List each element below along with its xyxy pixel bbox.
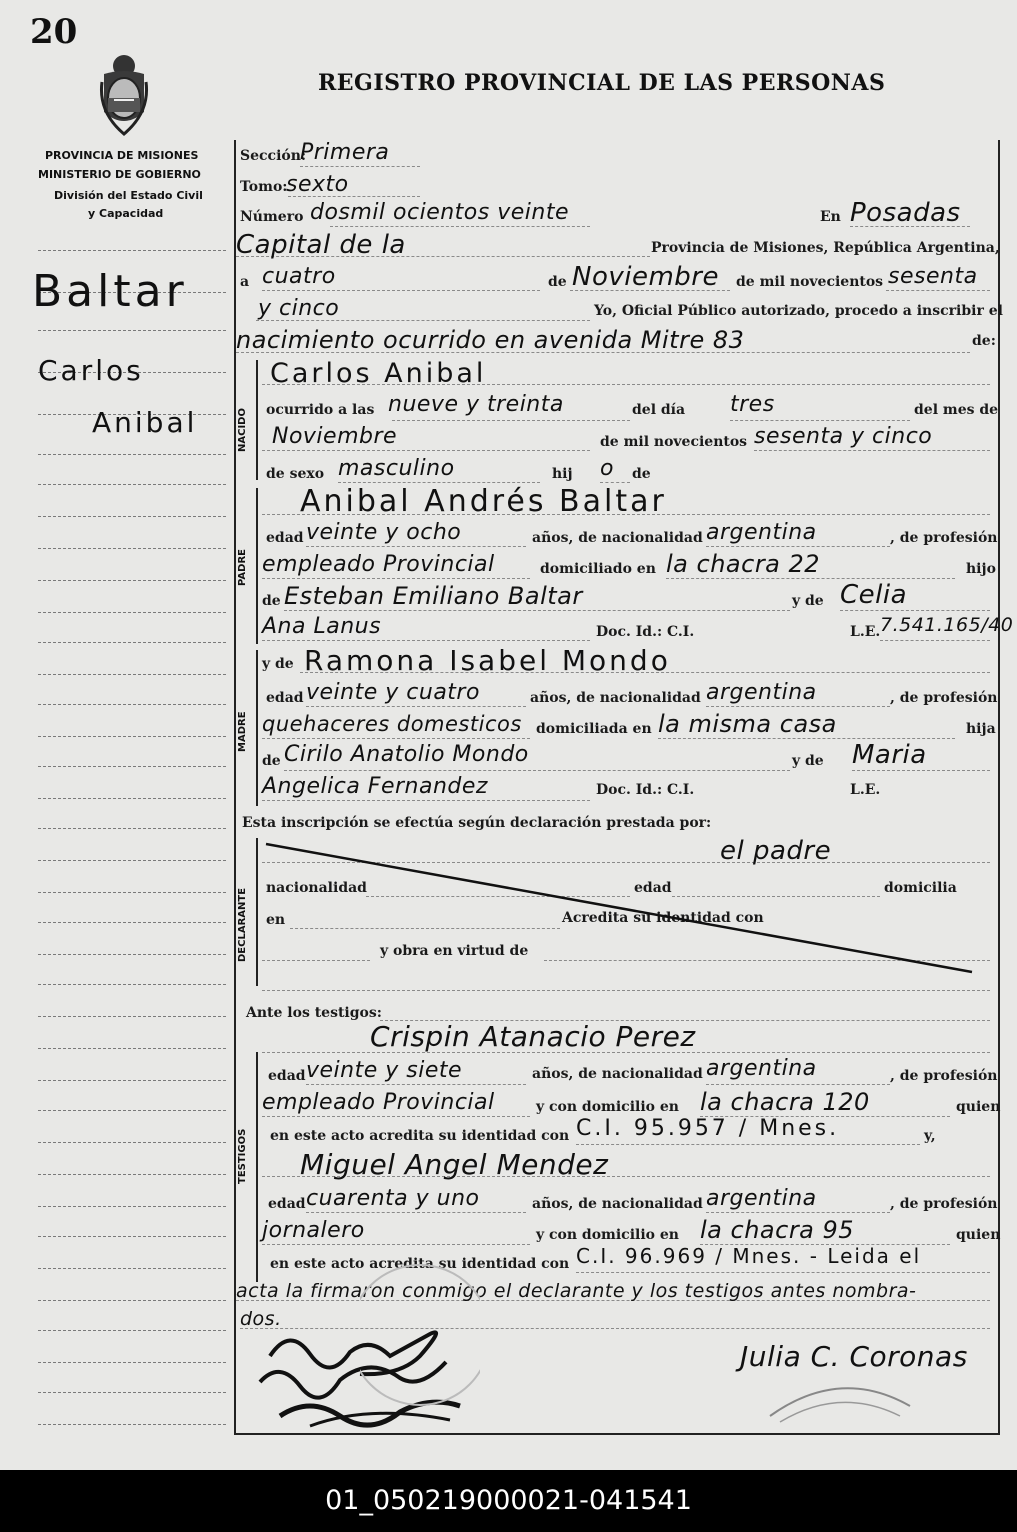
nacido-dia-label: del día bbox=[632, 402, 686, 418]
fecha-anio-cont: y cinco bbox=[258, 296, 340, 321]
testigos-bracket bbox=[256, 1052, 258, 1282]
capital-value: Capital de la bbox=[236, 230, 406, 260]
declarante-edad-label: edad bbox=[634, 880, 672, 896]
madre-nombre: Ramona Isabel Mondo bbox=[304, 644, 671, 677]
margin-rule-line bbox=[38, 1080, 226, 1081]
testigo1-nombre: Crispin Atanacio Perez bbox=[370, 1020, 696, 1053]
testigo1-quien-label: quien bbox=[956, 1099, 1001, 1115]
form-rule-line bbox=[338, 482, 540, 483]
testigo1-documento: C.I. 95.957 / Mnes. bbox=[576, 1116, 840, 1141]
margin-rule-line bbox=[38, 860, 226, 861]
margin-rule-line bbox=[38, 548, 226, 549]
madre-padre-nombre: Cirilo Anatolio Mondo bbox=[284, 742, 529, 767]
official-stamp bbox=[760, 1376, 920, 1426]
margin-rule-line bbox=[38, 1268, 226, 1269]
padre-prof-label: , de profesión bbox=[890, 530, 998, 546]
declarante-intro: Esta inscripción se efectúa según declaración prestada por: bbox=[242, 815, 712, 831]
testigos-intro: Ante los testigos: bbox=[246, 1005, 382, 1021]
padre-doc-label: Doc. Id.: C.I. bbox=[596, 624, 695, 640]
form-rule-line bbox=[306, 706, 526, 707]
margin-rule-line bbox=[38, 1174, 226, 1175]
padre-edad-label: edad bbox=[266, 530, 304, 546]
page-number: 20 bbox=[30, 12, 78, 52]
en-label: En bbox=[820, 209, 841, 225]
coat-of-arms-icon bbox=[96, 52, 152, 140]
form-rule-line bbox=[730, 420, 910, 421]
form-rule-line bbox=[262, 578, 530, 579]
form-rule-line bbox=[706, 706, 890, 707]
nacido-hij-label: hij bbox=[552, 466, 573, 482]
cierre-linea-1: acta la firmaron conmigo el declarante y los testigos antes nombra- bbox=[236, 1280, 917, 1302]
footer-code: 01_050219000021-041541 bbox=[0, 1470, 1017, 1532]
fecha-de-label: de bbox=[548, 274, 567, 290]
fecha-mes: Noviembre bbox=[572, 262, 719, 292]
declarante-en-label: en bbox=[266, 912, 286, 928]
madre-edad: veinte y cuatro bbox=[306, 680, 480, 705]
padre-padre-nombre: Esteban Emiliano Baltar bbox=[284, 582, 583, 610]
testigo2-profesion: jornalero bbox=[262, 1218, 365, 1243]
nacido-anio: sesenta y cinco bbox=[754, 424, 933, 449]
issuer-line-4: y Capacidad bbox=[88, 207, 164, 220]
madre-yde-label: y de bbox=[262, 656, 294, 672]
testigo2-domicilio: la chacra 95 bbox=[700, 1216, 855, 1244]
testigo2-nombre: Miguel Angel Mendez bbox=[300, 1148, 609, 1181]
padre-le-label: L.E. bbox=[850, 624, 881, 640]
testigo2-edad: cuarenta y uno bbox=[306, 1186, 480, 1211]
testigo2-prof-label: , de profesión bbox=[890, 1196, 998, 1212]
declarante-obra-label: y obra en virtud de bbox=[380, 943, 529, 959]
form-rule-line bbox=[306, 546, 526, 547]
margin-rule-line bbox=[38, 798, 226, 799]
padre-madre-nombre-1: Celia bbox=[840, 580, 908, 610]
form-rule-line bbox=[852, 770, 990, 771]
form-rule-line bbox=[392, 420, 630, 421]
margin-rule-line bbox=[38, 1362, 226, 1363]
declarante-acredita-label: Acredita su identidad con bbox=[562, 910, 764, 926]
margin-rule-line bbox=[38, 580, 226, 581]
madre-de-label: de bbox=[262, 753, 281, 769]
padre-bracket bbox=[256, 488, 258, 644]
testigo1-dom-label: y con domicilio en bbox=[536, 1099, 679, 1115]
padre-hijo-label: hijo bbox=[966, 561, 996, 577]
faint-seal bbox=[360, 1240, 480, 1430]
madre-section-label: MADRE bbox=[237, 711, 248, 752]
issuer-line-2: MINISTERIO DE GOBIERNO bbox=[38, 168, 201, 181]
form-rule-line bbox=[262, 1116, 530, 1117]
madre-dom-label: domiciliada en bbox=[536, 721, 652, 737]
nacido-hora-label: ocurrido a las bbox=[266, 402, 375, 418]
oficial-label: Yo, Oficial Público autorizado, procedo a inscribir el bbox=[594, 303, 1003, 319]
cierre-linea-2: dos. bbox=[240, 1308, 282, 1330]
margin-rule-line bbox=[38, 766, 226, 767]
testigo1-edad: veinte y siete bbox=[306, 1058, 463, 1083]
testigo1-y-label: y, bbox=[924, 1128, 936, 1144]
testigo2-nac-label: años, de nacionalidad bbox=[532, 1196, 703, 1212]
padre-edad: veinte y ocho bbox=[306, 520, 462, 545]
nacido-nombre: Carlos Anibal bbox=[270, 358, 487, 389]
nacido-hora: nueve y treinta bbox=[388, 392, 564, 417]
margin-rule-line bbox=[38, 736, 226, 737]
form-rule-line bbox=[306, 1212, 526, 1213]
madre-profesion: quehaceres domesticos bbox=[262, 712, 522, 736]
nacido-mes: Noviembre bbox=[272, 424, 398, 449]
margin-rule-line bbox=[38, 454, 226, 455]
madre-doc-label: Doc. Id.: C.I. bbox=[596, 782, 695, 798]
tomo-label: Tomo: bbox=[240, 179, 288, 195]
form-rule-line bbox=[262, 450, 590, 451]
testigo1-prof-label: , de profesión bbox=[890, 1068, 998, 1084]
testigo1-profesion: empleado Provincial bbox=[262, 1090, 495, 1115]
madre-nac: argentina bbox=[706, 680, 817, 705]
form-rule-line bbox=[840, 610, 990, 611]
testigo1-domicilio: la chacra 120 bbox=[700, 1088, 870, 1116]
margin-rule-line bbox=[38, 612, 226, 613]
madre-yde2-label: y de bbox=[792, 753, 824, 769]
madre-madre-nombre-2: Angelica Fernandez bbox=[262, 774, 488, 799]
form-rule-line bbox=[880, 640, 990, 641]
margin-rule-line bbox=[38, 250, 226, 251]
testigo2-nac: argentina bbox=[706, 1186, 817, 1211]
testigo2-dom-label: y con domicilio en bbox=[536, 1227, 679, 1243]
margin-rule-line bbox=[38, 1330, 226, 1331]
margin-rule-line bbox=[38, 1206, 226, 1207]
testigo1-nac: argentina bbox=[706, 1056, 817, 1081]
margin-surname: Baltar bbox=[32, 266, 188, 317]
margin-rule-line bbox=[38, 828, 226, 829]
form-rule-line bbox=[262, 640, 590, 641]
margin-rule-line bbox=[38, 1236, 226, 1237]
padre-profesion: empleado Provincial bbox=[262, 552, 495, 577]
testigo2-edad-label: edad bbox=[268, 1196, 306, 1212]
issuer-line-3: División del Estado Civil bbox=[54, 189, 203, 202]
margin-given-name-2: Anibal bbox=[92, 406, 198, 439]
testigo2-documento: C.I. 96.969 / Mnes. - Leida el bbox=[576, 1244, 922, 1268]
oficial-signature: Julia C. Coronas bbox=[740, 1340, 968, 1373]
form-rule-line bbox=[262, 738, 530, 739]
form-rule-line bbox=[262, 800, 590, 801]
form-rule-line bbox=[262, 990, 990, 991]
form-rule-line bbox=[284, 770, 790, 771]
seccion-value: Primera bbox=[300, 140, 390, 165]
margin-rule-line bbox=[38, 1110, 226, 1111]
form-rule-line bbox=[706, 546, 890, 547]
margin-rule-line bbox=[38, 1424, 226, 1425]
fecha-anio-label: de mil novecientos bbox=[736, 274, 884, 290]
form-rule-line bbox=[262, 290, 540, 291]
padre-de-label: de bbox=[262, 593, 281, 609]
padre-nombre: Anibal Andrés Baltar bbox=[300, 484, 667, 519]
madre-edad-label: edad bbox=[266, 690, 304, 706]
madre-bracket bbox=[256, 650, 258, 806]
provincia-label: Provincia de Misiones, República Argentina, bbox=[651, 240, 1000, 256]
margin-rule-line bbox=[38, 954, 226, 955]
margin-rule-line bbox=[38, 516, 226, 517]
margin-rule-line bbox=[38, 1142, 226, 1143]
padre-le-value: 7.541.165/40 bbox=[880, 614, 1014, 636]
nacido-sexo-label: de sexo bbox=[266, 466, 325, 482]
form-rule-line bbox=[330, 226, 590, 227]
margin-rule-line bbox=[38, 330, 226, 331]
declarante-strike-line bbox=[262, 838, 982, 980]
testigo2-acredita-label: en este acto acredita su identidad con bbox=[270, 1256, 570, 1272]
declarante-nac-label: nacionalidad bbox=[266, 880, 367, 896]
padre-domicilio: la chacra 22 bbox=[666, 550, 821, 578]
declarante-bracket bbox=[256, 838, 258, 986]
margin-rule-line bbox=[38, 674, 226, 675]
form-rule-line bbox=[576, 1144, 920, 1145]
issuer-line-1: PROVINCIA DE MISIONES bbox=[45, 149, 199, 162]
padre-section-label: PADRE bbox=[237, 549, 248, 586]
de-colon-label: de: bbox=[972, 333, 996, 349]
padre-nac: argentina bbox=[706, 520, 817, 545]
margin-rule-line bbox=[38, 484, 226, 485]
declarante-por: el padre bbox=[720, 836, 832, 866]
nacido-section-label: NACIDO bbox=[237, 408, 248, 452]
madre-nac-label: años, de nacionalidad bbox=[530, 690, 701, 706]
testigo1-acredita-label: en este acto acredita su identidad con bbox=[270, 1128, 570, 1144]
fecha-dia: cuatro bbox=[262, 264, 336, 289]
fecha-a-label: a bbox=[240, 274, 250, 290]
padre-nac-label: años, de nacionalidad bbox=[532, 530, 703, 546]
form-rule-line bbox=[754, 450, 990, 451]
margin-given-name-1: Carlos bbox=[38, 354, 144, 387]
testigo1-nac-label: años, de nacionalidad bbox=[532, 1066, 703, 1082]
nacido-de-label: de bbox=[632, 466, 651, 482]
en-value: Posadas bbox=[850, 198, 961, 228]
margin-rule-line bbox=[38, 1016, 226, 1017]
page-title: REGISTRO PROVINCIAL DE LAS PERSONAS bbox=[318, 70, 886, 96]
seccion-label: Sección: bbox=[240, 148, 307, 164]
form-rule-line bbox=[706, 1212, 890, 1213]
fecha-anio: sesenta bbox=[888, 264, 978, 289]
padre-yde-label: y de bbox=[792, 593, 824, 609]
madre-prof-label: , de profesión bbox=[890, 690, 998, 706]
testigo1-edad-label: edad bbox=[268, 1068, 306, 1084]
form-rule-line bbox=[886, 290, 990, 291]
margin-rule-line bbox=[38, 984, 226, 985]
numero-label: Número bbox=[240, 209, 304, 225]
declarante-dom-label: domicilia bbox=[884, 880, 957, 896]
margin-rule-line bbox=[38, 892, 226, 893]
form-rule-line bbox=[666, 578, 955, 579]
margin-rule-line bbox=[38, 642, 226, 643]
nacido-sexo: masculino bbox=[338, 456, 455, 481]
testigo2-quien-label: quien bbox=[956, 1227, 1001, 1243]
madre-hija-label: hija bbox=[966, 721, 996, 737]
nacido-anio-label: de mil novecientos bbox=[600, 434, 748, 450]
lugar-value: nacimiento ocurrido en avenida Mitre 83 bbox=[236, 326, 745, 354]
nacido-dia: tres bbox=[730, 392, 775, 417]
margin-rule-line bbox=[38, 1048, 226, 1049]
nacido-hij: o bbox=[600, 456, 614, 481]
form-rule-line bbox=[658, 738, 955, 739]
padre-madre-nombre-2: Ana Lanus bbox=[262, 614, 382, 639]
margin-rule-line bbox=[38, 704, 226, 705]
madre-domicilio: la misma casa bbox=[658, 710, 837, 738]
margin-rule-line bbox=[38, 1300, 226, 1301]
declarante-section-label: DECLARANTE bbox=[237, 887, 248, 962]
madre-madre-nombre-1: Maria bbox=[852, 740, 927, 770]
form-rule-line bbox=[600, 482, 630, 483]
madre-le-label: L.E. bbox=[850, 782, 881, 798]
form-rule-line bbox=[300, 166, 420, 167]
form-rule-line bbox=[576, 1272, 990, 1273]
tomo-value: sexto bbox=[286, 172, 349, 197]
form-rule-line bbox=[706, 1084, 890, 1085]
padre-dom-label: domiciliado en bbox=[540, 561, 656, 577]
nacido-bracket bbox=[256, 360, 258, 480]
margin-rule-line bbox=[38, 922, 226, 923]
numero-value: dosmil ocientos veinte bbox=[310, 200, 569, 225]
margin-rule-line bbox=[38, 1392, 226, 1393]
nacido-mes-label: del mes de bbox=[914, 402, 999, 418]
form-rule-line bbox=[284, 610, 790, 611]
testigos-section-label: TESTIGOS bbox=[237, 1128, 248, 1184]
form-rule-line bbox=[306, 1084, 526, 1085]
